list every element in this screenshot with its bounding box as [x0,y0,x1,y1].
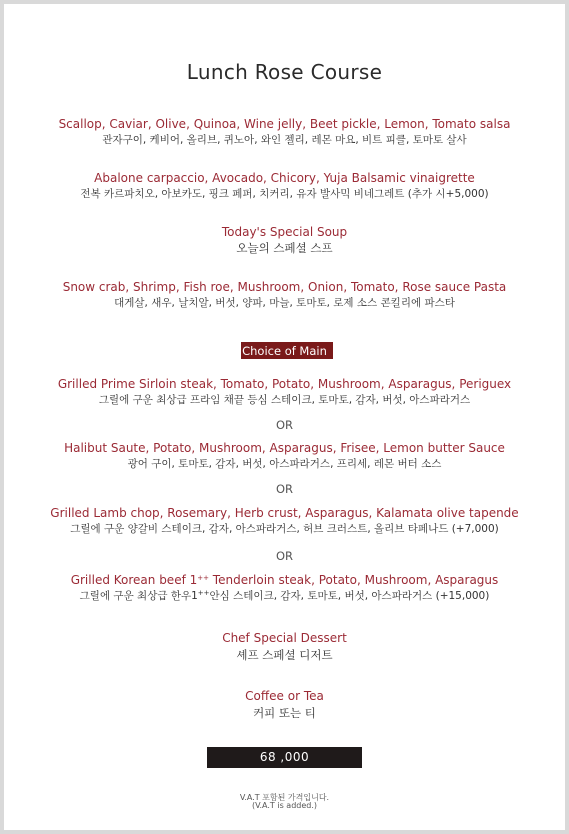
page-title: Lunch Rose Course [186,60,383,84]
drink-english: Coffee or Tea [245,689,324,703]
course-4-korean: 대게살, 새우, 날치알, 버섯, 양파, 마늘, 토마토, 로제 소스 콘킬리에 파스타 [114,297,455,309]
course-1-english: Scallop, Caviar, Olive, Quinoa, Wine jelly, Beet pickle, Lemon, Tomato salsa [58,117,511,131]
course-3-english: Today's Special Soup [221,225,348,239]
course-3-korean: 오늘의 스페셜 스프 [236,241,333,255]
menu-page [4,4,565,830]
course-2-korean: 전복 카르파치오, 아보카도, 핑크 페퍼, 치커리, 유자 발사믹 비네그레트 (추가 시+5,000) [80,188,489,200]
or-divider-1: OR [275,418,294,432]
main-3-korean: 그릴에 구운 양갈비 스테이크, 감자, 아스파라거스, 허브 크러스트, 올리브 타페나드 (+7,000) [70,523,499,535]
dessert-english: Chef Special Dessert [222,631,347,645]
or-divider-2: OR [275,482,294,496]
main-2-korean: 광어 구이, 토마토, 감자, 버섯, 아스파라거스, 프리세, 레몬 버터 소스 [127,458,442,470]
dessert-korean: 셰프 스페셜 디저트 [236,648,333,662]
price-label: 68 ,000 [259,750,310,764]
main-1-korean: 그릴에 구운 최상급 프라임 채끝 등심 스테이크, 토마토, 감자, 버섯, 아스파라거스 [98,394,471,406]
main-2-english: Halibut Saute, Potato, Mushroom, Asparagus, Frisee, Lemon butter Sauce [64,441,505,455]
drink-korean: 커피 또는 티 [253,706,316,720]
main-header-label: Choice of Main [242,344,327,358]
main-4-korean: 그릴에 구운 최상급 한우1++안심 스테이크, 감자, 토마토, 버섯, 아스파라거스 (+15,000) [79,589,490,602]
main-4-english: Grilled Korean beef 1++ Tenderloin steak, Potato, Mushroom, Asparagus [70,573,499,587]
course-4-english: Snow crab, Shrimp, Fish roe, Mushroom, Onion, Tomato, Rose sauce Pasta [62,280,507,294]
main-1-english: Grilled Prime Sirloin steak, Tomato, Potato, Mushroom, Asparagus, Periguex [57,377,512,391]
course-1-korean: 관자구이, 케비어, 올리브, 퀴노아, 와인 젤리, 레몬 마요, 비트 피클, 토마토 살사 [102,134,467,146]
vat-note-english: (V.A.T is added.) [251,801,318,810]
main-3-english: Grilled Lamb chop, Rosemary, Herb crust, Asparagus, Kalamata olive tapende [50,506,519,520]
course-2-english: Abalone carpaccio, Avocado, Chicory, Yuja Balsamic vinaigrette [94,171,475,185]
or-divider-3: OR [275,549,294,563]
vat-note-korean: V.A.T 포함된 가격입니다. [239,793,330,802]
